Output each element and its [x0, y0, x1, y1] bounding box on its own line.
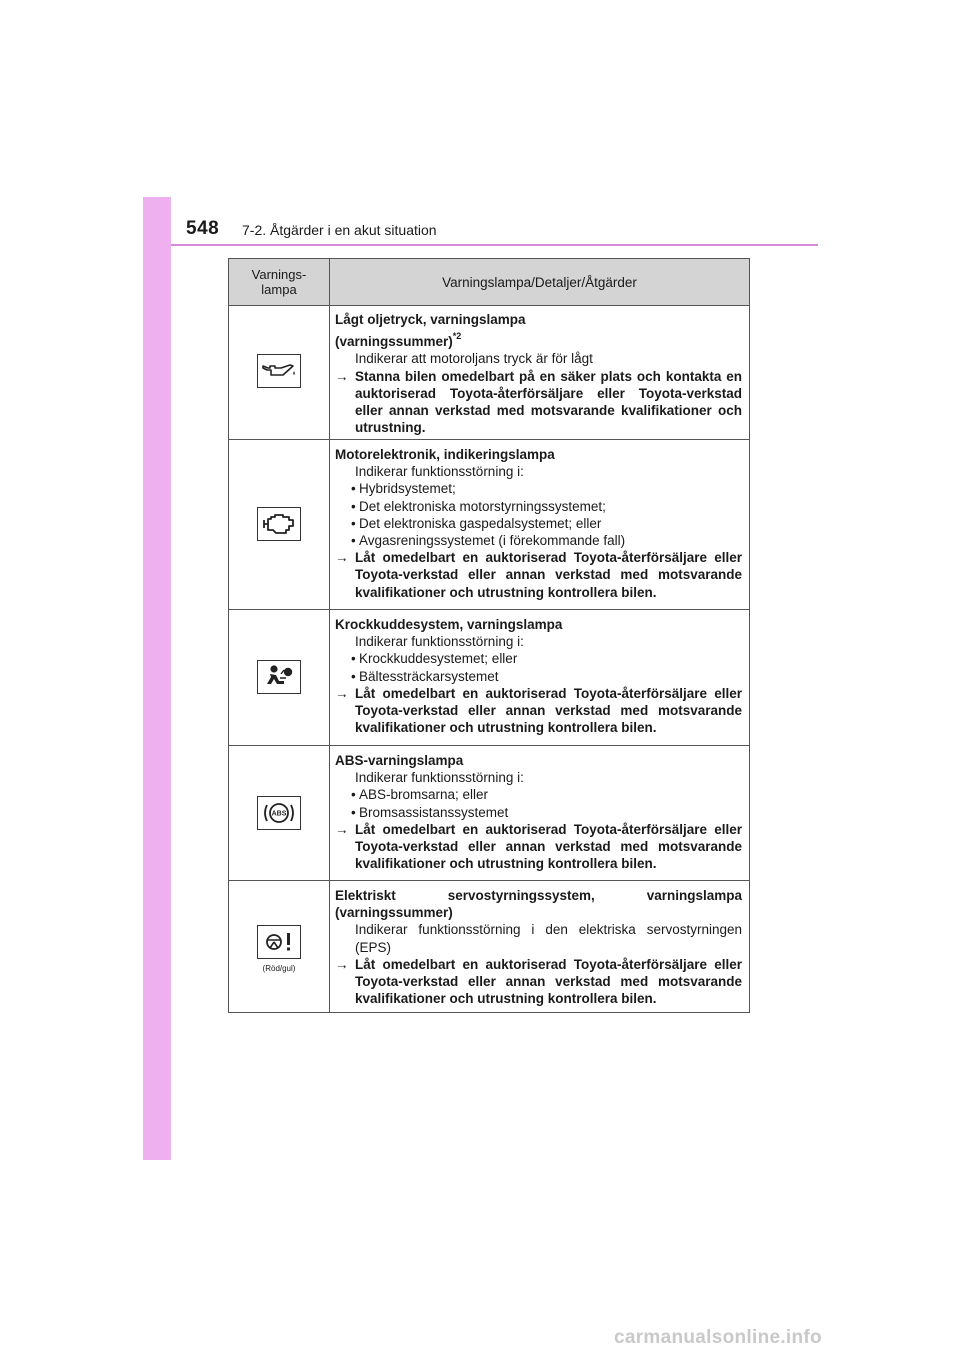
section-title: 7-2. Åtgärder i en akut situation [242, 222, 437, 238]
table-row [229, 881, 749, 1012]
row-action: → Stanna bilen omedelbart på en säker plats och kontakta en auktoriserad Toyota-återförsäljare eller Toyota-verkstad eller annan verkstad med motsvarande kvalifikationer och utrustning. [335, 368, 742, 437]
row-title: Motorelektronik, indikeringslampa [335, 447, 555, 462]
row-action: → Låt omedelbart en auktoriserad Toyota-återförsäljare eller Toyota-verkstad eller annan verkstad med motsvarande kvalifikationer och utrustning kontrollera bilen. [335, 685, 742, 737]
check-engine-icon [257, 507, 301, 541]
header-rule [171, 244, 818, 246]
list-item: • Bromsassistanssystemet [335, 804, 742, 821]
list-item: • Avgasreningssystemet (i förekommande fall) [335, 532, 742, 549]
row-action: → Låt omedelbart en auktoriserad Toyota-återförsäljare eller Toyota-verkstad eller annan verkstad med motsvarande kvalifikationer och utrustning kontrollera bilen. [335, 821, 742, 873]
footnote-mark: *2 [452, 331, 462, 342]
icon-cell [229, 881, 329, 1012]
power-steering-icon [257, 925, 301, 959]
list-item: • Det elektroniska motorstyrningssystemet; [335, 498, 742, 515]
list-item: • ABS-bromsarna; eller [335, 786, 742, 803]
list-item: • Krockkuddesystemet; eller [335, 650, 742, 667]
table-row [229, 305, 749, 440]
row-action: → Låt omedelbart en auktoriserad Toyota-återförsäljare eller Toyota-verkstad eller annan verkstad med motsvarande kvalifikationer och utrustning kontrollera bilen. [335, 549, 742, 601]
chapter-tab-bar [143, 197, 171, 1160]
watermark-text: carmanualsonline.info [614, 1327, 822, 1348]
row-description: Indikerar funktionsstörning i: [355, 464, 524, 480]
header-details: Varningslampa/Detaljer/Åtgärder [442, 274, 637, 290]
page-number: 548 [186, 218, 220, 239]
table-header [229, 259, 749, 306]
list-item: • Hybridsystemet; [335, 480, 742, 497]
chapter-tab-head [143, 197, 171, 244]
table-row [229, 440, 749, 610]
row-description: Indikerar funktionsstörning i: [355, 634, 524, 650]
table-row [229, 610, 749, 746]
row-title: Krockkuddesystem, varningslampa [335, 617, 563, 632]
row-title-cont: (varningssummer) [335, 334, 453, 350]
airbag-icon [257, 660, 301, 694]
icon-cell [229, 746, 329, 880]
abs-icon [257, 796, 301, 830]
oil-pressure-icon [257, 354, 301, 388]
row-title: ABS-varningslampa [335, 753, 464, 768]
warning-lamp-table [228, 258, 750, 1013]
row-description: Indikerar funktionsstörning i den elektriska servostyrningen (EPS) [355, 922, 742, 955]
icon-cell [229, 305, 329, 439]
row-action: → Låt omedelbart en auktoriserad Toyota-återförsäljare eller Toyota-verkstad eller annan verkstad med motsvarande kvalifikationer och utrustning kontrollera bilen. [335, 956, 742, 1008]
list-item: • Det elektroniska gaspedalsystemet; eller [335, 515, 742, 532]
row-description: Indikerar att motoroljans tryck är för lågt [355, 351, 593, 367]
list-item: • Bältessträckarsystemet [335, 668, 742, 685]
row-title: Elektriskt servostyrningssystem, varningslampa (varningssummer) [335, 888, 742, 921]
abs-icon-label: ABS [271, 810, 287, 818]
row-description: Indikerar funktionsstörning i: [355, 770, 524, 786]
icon-caption: (Röd/gul) [262, 964, 296, 973]
icon-cell [229, 610, 329, 745]
header-lamp: Varnings- lampa [251, 267, 307, 297]
row-title: Lågt oljetryck, varningslampa [335, 312, 526, 327]
icon-cell [229, 440, 329, 609]
table-row [229, 746, 749, 881]
